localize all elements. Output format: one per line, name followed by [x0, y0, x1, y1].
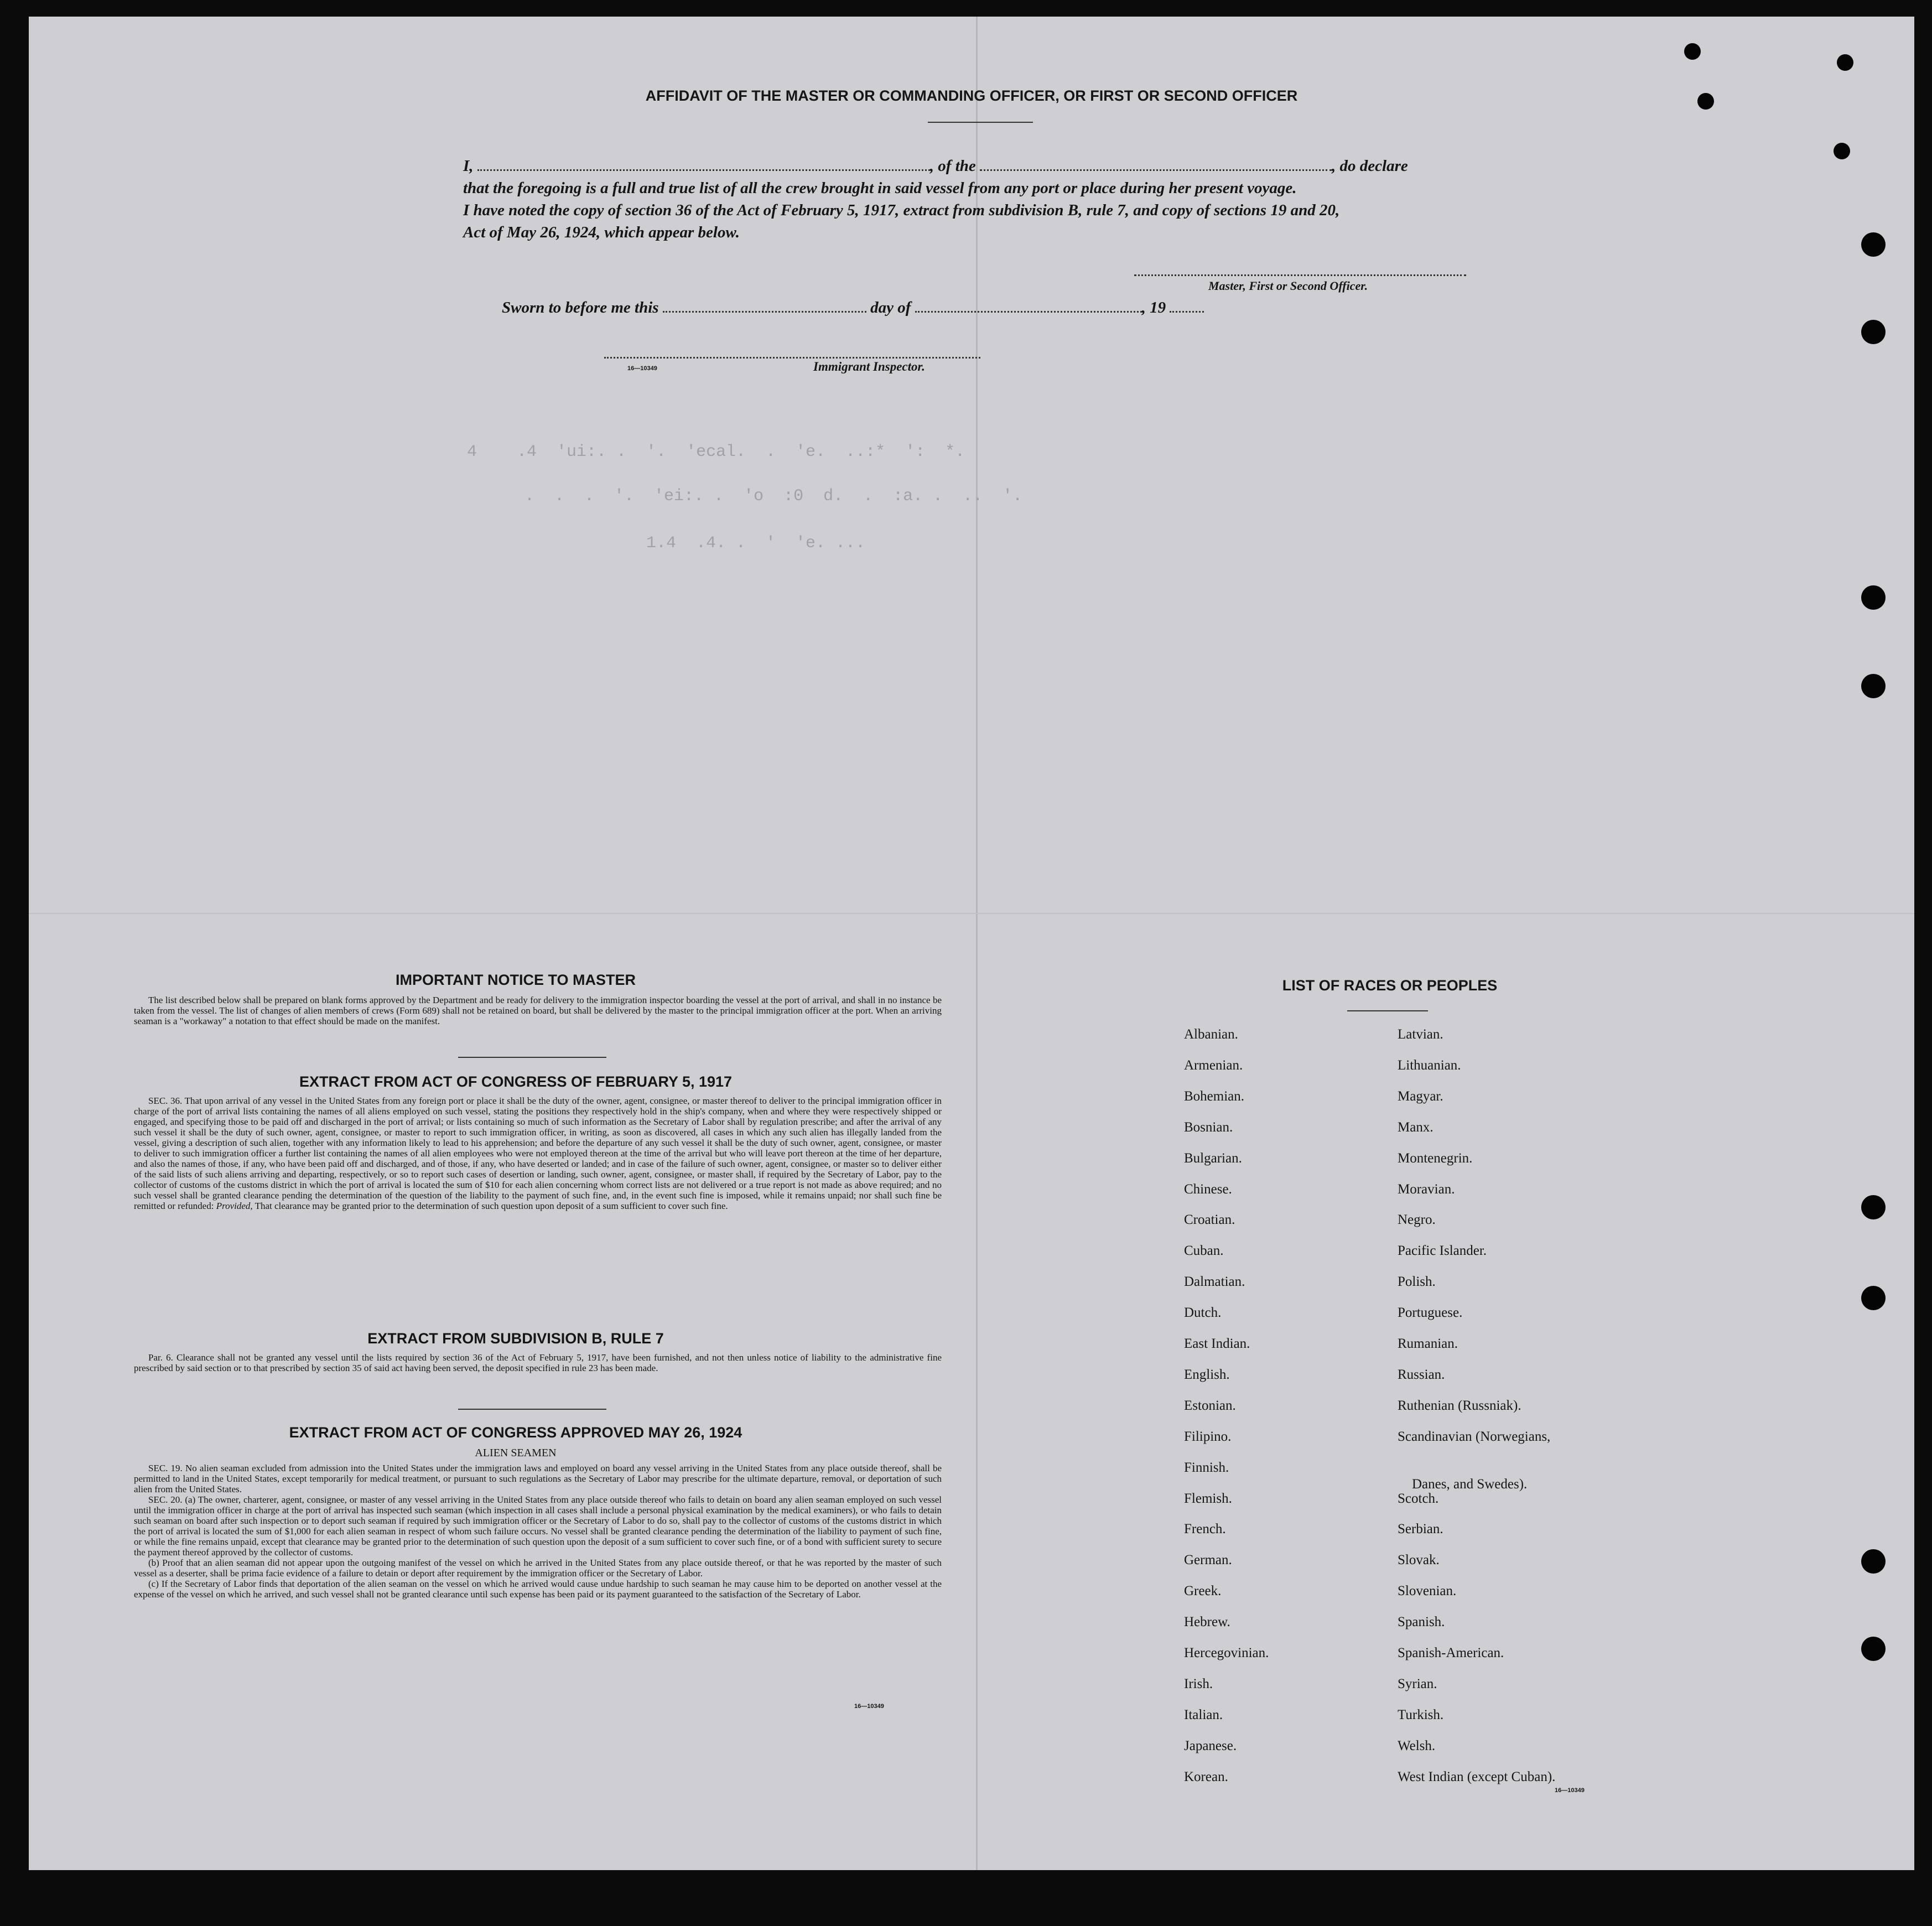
race-item: Flemish. [1184, 1491, 1232, 1506]
race-item: Irish. [1184, 1676, 1213, 1691]
race-item: Moravian. [1398, 1181, 1455, 1197]
race-item: Manx. [1398, 1119, 1434, 1135]
race-item: Ruthenian (Russniak). [1398, 1398, 1521, 1413]
extract-form-code: 16—10349 [854, 1703, 884, 1710]
section-20a: SEC. 20. (a) The owner, charterer, agent, consignee, or master of any vessel arriving in the United States from any place outside thereof who fails to detain on board any alien seaman employed on such vessel until the immigration officer in charge at the port of arrival has inspected such seaman (which inspection in all cases shall include a personal physical examination by the medical examiners), or who fails to detain such seaman on board after such inspection or to deport such seaman if required by such immigration officer or the Secretary of Labor to do so, shall pay to the collector of customs of the customs district in which the port of arrival is located the sum of $1,000 for each alien seaman in respect of whom such failure occurs. No vessel shall be granted clearance pending the determination of the liability to payment of such fine, or while the fine remains unpaid, except that clearance may be granted prior to the determination of such question upon the deposit of a sum sufficient to cover such fine, or of a bond with sufficient surety to secure the payment thereof approved by the collector of customs. [134, 1494, 942, 1558]
rule7-text: Par. 6. Clearance shall not be granted any vessel until the lists required by section 36 of the Act of February 5, 1917, have been furnished, and not then unless notice of liability to the administrative fine prescribed by said section or to that prescribed by section 35 of said act having been served, the deposit specified in rule 23 has been made. [134, 1352, 942, 1373]
race-item: Korean. [1184, 1769, 1228, 1784]
race-item: Pacific Islander. [1398, 1243, 1487, 1259]
race-item: Syrian. [1398, 1676, 1437, 1691]
vessel-blank[interactable] [980, 158, 1332, 171]
title-rule [928, 122, 1033, 123]
race-item: Hebrew. [1184, 1614, 1230, 1630]
race-item: Dalmatian. [1184, 1274, 1245, 1290]
race-item: Negro. [1398, 1212, 1436, 1228]
race-item: Spanish. [1398, 1614, 1445, 1630]
race-item: Estonian. [1184, 1398, 1236, 1413]
master-signature-line[interactable] [1134, 274, 1466, 276]
race-item: Lithuanian. [1398, 1057, 1461, 1073]
races-title: LIST OF RACES OR PEOPLES [1282, 977, 1498, 994]
race-item: Welsh. [1398, 1738, 1436, 1753]
center-fold [976, 17, 978, 1870]
sworn-line: Sworn to before me this day of , 19 [502, 299, 1276, 317]
faint-stamp-1: 4 .4 'ui:. . '. 'ecal. . 'e. ..:* ': *. [467, 443, 965, 461]
punch-hole [1834, 143, 1850, 159]
race-item: Dutch. [1184, 1305, 1222, 1321]
race-item: Armenian. [1184, 1057, 1243, 1073]
section-20b: (b) Proof that an alien seaman did not appear upon the outgoing manifest of the vessel on which he arrived in the United States from any place outside thereof, or that he was reported by the master of such vessel as a deserter, shall be prima facie evidence of a failure to detain or deport after requirement by the immigration officer or the Secretary of Labor. [134, 1558, 942, 1579]
race-item: French. [1184, 1522, 1226, 1537]
race-item: Montenegrin. [1398, 1150, 1473, 1166]
race-item: Cuban. [1184, 1243, 1224, 1259]
race-item: Magyar. [1398, 1088, 1443, 1104]
form-code: 16—10349 [627, 365, 657, 372]
punch-hole [1861, 674, 1886, 698]
declaration-line-4: Act of May 26, 1924, which appear below. [463, 224, 740, 241]
race-item: Turkish. [1398, 1707, 1444, 1722]
sworn-month-blank[interactable] [915, 300, 1142, 313]
punch-hole [1861, 320, 1886, 344]
race-item: East Indian. [1184, 1336, 1250, 1351]
notice-text: The list described below shall be prepared on blank forms approved by the Department and be ready for delivery to the immigration inspector boarding the vessel at the port of arrival, and shall in no instance be taken from the vessel. The list of changes of alien members of crews (Form 689) shall not be retained on board, but shall be delivered by the master to the principal immigration officer at the port. When an arriving seaman is a "workaway" a notation to that effect should be made on the manifest. [134, 995, 942, 1026]
sworn-year-blank[interactable] [1170, 300, 1204, 313]
punch-hole [1697, 93, 1714, 110]
declaration-line-1: I, , of the , do declare [463, 157, 1408, 175]
declaration-line-3: I have noted the copy of section 36 of the Act of February 5, 1917, extract from subdivision B, rule 7, and copy of sections 19 and 20, [463, 201, 1340, 219]
race-item: Hercegovinian. [1184, 1645, 1269, 1660]
affidavit-body [463, 155, 1525, 243]
race-item: Chinese. [1184, 1181, 1232, 1197]
race-item: Japanese. [1184, 1738, 1237, 1753]
races-rule [1347, 1010, 1428, 1011]
section-20c: (c) If the Secretary of Labor finds that deportation of the alien seaman on the vessel on which he arrived would cause undue hardship to such seaman he may cause him to be deported on another vessel at the expense of the vessel on which he arrived, and such vessel shall not be granted clearance until such expense has been paid or its payment guaranteed to the satisfaction of the Secretary of Labor. [134, 1579, 942, 1600]
extract-1924-body [134, 1463, 942, 1600]
race-item: Albanian. [1184, 1027, 1238, 1042]
race-item: Scandinavian (Norwegians, [1398, 1429, 1551, 1444]
punch-hole [1684, 43, 1701, 60]
faint-stamp-3: 1.4 .4. . ' 'e. ... [646, 534, 866, 553]
race-item: Bohemian. [1184, 1088, 1245, 1104]
horizontal-fold [29, 913, 1914, 914]
race-item: Slovenian. [1398, 1584, 1457, 1599]
race-item: Croatian. [1184, 1212, 1235, 1228]
punch-hole [1861, 1637, 1886, 1661]
name-blank[interactable] [477, 158, 930, 171]
punch-hole [1861, 585, 1886, 610]
race-item: Rumanian. [1398, 1336, 1458, 1351]
race-item: Portuguese. [1398, 1305, 1463, 1321]
race-item: Latvian. [1398, 1027, 1443, 1042]
punch-hole [1837, 54, 1853, 71]
rule7-title: EXTRACT FROM SUBDIVISION B, RULE 7 [367, 1330, 664, 1347]
notice-rule [458, 1057, 606, 1058]
punch-hole [1861, 1549, 1886, 1574]
extract-1917-text: SEC. 36. That upon arrival of any vessel in the United States from any foreign port or place it shall be the duty of the owner, agent, consignee, or master thereof to deliver to the principal immigration officer in charge of the port of arrival lists containing the names of all aliens employed on such vessel, stating the positions they respectively hold in the ship's company, when and where they were respectively shipped or engaged, and specifying those to be paid off and discharged in the port of arrival; or lists containing so much of such information as the Secretary of Labor shall by regulation prescribe; and after the arrival of any such vessel it shall be the duty of such owner, agent, consignee, or master to report to such immigration officer, in writing, as soon as discovered, all cases in which any such alien has illegally landed from the vessel, giving a description of such alien, together with any information likely to lead to his apprehension; and before the departure of any such vessel it shall be the duty of such owner, agent, consignee, or master to deliver to such immigration officer a further list containing the names of all alien employees who were not employed thereon at the time of the arrival but who will leave port thereon at the time of her departure, and also the names of those, if any, who have been paid off and discharged, and of those, if any, who have deserted or landed; and in case of the failure of such owner, agent, consignee, or master so to deliver either of the said lists of such aliens arriving and departing, respectively, or so to report such cases of desertion or landing, such owner, agent, consignee, or master shall, if required by the Secretary of Labor, pay to the collector of customs of the customs district in which the port of arrival is located the sum of $10 for each alien concerning whom correct lists are not delivered or a true report is not made as above required; and no such vessel shall be granted clearance pending the determination of the question of the liability to the payment of such fine, and, in the event such fine is imposed, while it remains unpaid; nor shall such fine be remitted or refunded: Provided, That clearance may be granted prior to the determination of such question upon deposit of a sum sufficient to cover such fine. [134, 1096, 942, 1211]
extract-1917-title: EXTRACT FROM ACT OF CONGRESS OF FEBRUARY 5, 1917 [299, 1073, 733, 1090]
extract-1924-subtitle: ALIEN SEAMEN [475, 1447, 557, 1459]
sworn-day-blank[interactable] [663, 300, 866, 313]
race-item: Scotch. [1398, 1491, 1439, 1506]
inspector-label: Immigrant Inspector. [813, 360, 925, 373]
inspector-signature-line[interactable] [604, 357, 980, 359]
faint-stamp-2: . . . '. 'ei:. . 'o :0 d. . :a. . .. '. [524, 487, 1023, 506]
punch-hole [1861, 232, 1886, 257]
race-item: Filipino. [1184, 1429, 1232, 1444]
race-item: Spanish-American. [1398, 1645, 1504, 1660]
punch-hole [1861, 1195, 1886, 1219]
form-page [29, 17, 1914, 1870]
race-item: Danes, and Swedes). [1412, 1476, 1528, 1492]
race-item: Polish. [1398, 1274, 1436, 1290]
races-form-code: 16—10349 [1555, 1787, 1585, 1794]
race-item: Bosnian. [1184, 1119, 1233, 1135]
rule7-rule [458, 1409, 606, 1410]
notice-title: IMPORTANT NOTICE TO MASTER [396, 972, 636, 988]
race-item: Slovak. [1398, 1553, 1440, 1568]
affidavit-title: AFFIDAVIT OF THE MASTER OR COMMANDING OFFICER, OR FIRST OR SECOND OFFICER [645, 87, 1298, 104]
race-item: German. [1184, 1553, 1232, 1568]
race-item: Finnish. [1184, 1460, 1229, 1475]
punch-hole [1861, 1286, 1886, 1310]
section-19: SEC. 19. No alien seaman excluded from admission into the United States under the immigration laws and employed on board any vessel arriving in the United States from any place outside thereof, shall be permitted to land in the United States, except temporarily for medical treatment, or pursuant to such regulations as the Secretary of Labor may prescribe for the ultimate departure, removal, or deportation of such alien from the United States. [134, 1463, 942, 1494]
race-item: Italian. [1184, 1707, 1223, 1722]
race-item: Serbian. [1398, 1522, 1443, 1537]
declaration-line-2: that the foregoing is a full and true list of all the crew brought in said vessel from any port or place during her present voyage. [463, 179, 1297, 197]
race-item: Bulgarian. [1184, 1150, 1242, 1166]
extract-1924-title: EXTRACT FROM ACT OF CONGRESS APPROVED MAY 26, 1924 [289, 1424, 742, 1441]
master-signature-label: Master, First or Second Officer. [1208, 279, 1368, 293]
race-item: English. [1184, 1367, 1230, 1382]
race-item: Greek. [1184, 1584, 1222, 1599]
race-item: Russian. [1398, 1367, 1445, 1382]
race-item: West Indian (except Cuban). [1398, 1769, 1556, 1784]
